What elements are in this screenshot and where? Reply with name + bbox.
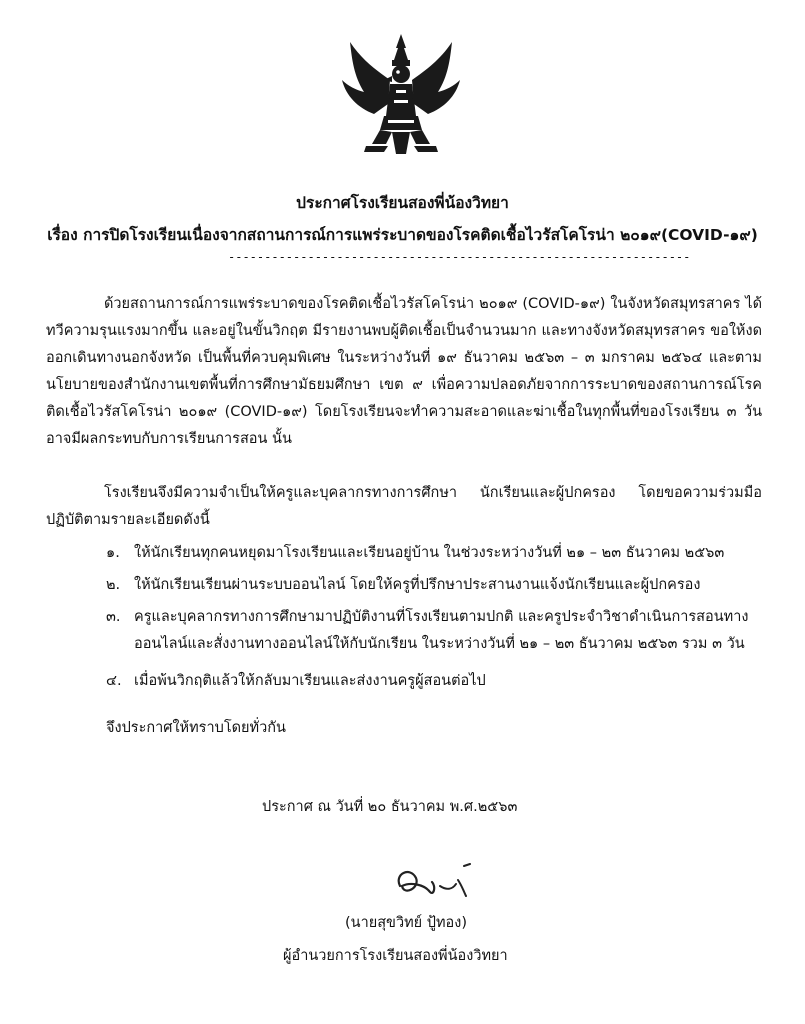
list-item-text: เมื่อพ้นวิกฤติแล้วให้กลับมาเรียนและส่งงานครูผู้สอนต่อไป bbox=[134, 673, 486, 689]
list-item-text: ครูและบุคลากรทางการศึกษามาปฏิบัติงานที่โรงเรียนตามปกติ และครูประจำวิชาดำเนินการสอนทางออนไลน์และสั่งงานทางออนไลน์ให้กับนักเรียน ในระหว่างวันที่ ๒๑ – ๒๓ ธันวาคม ๒๕๖๓ รวม ๓ วัน bbox=[134, 609, 749, 652]
list-item-number: ๑. bbox=[106, 545, 120, 561]
separator-line: ---------------------------------------------------------------- bbox=[228, 250, 691, 264]
list-item bbox=[106, 540, 766, 567]
list-item bbox=[106, 572, 766, 599]
list-item-number: ๔. bbox=[106, 673, 122, 689]
signer-position: ผู้อำนวยการโรงเรียนสองพี่น้องวิทยา bbox=[283, 948, 508, 964]
garuda-emblem-icon bbox=[336, 30, 466, 160]
list-item-text: ให้นักเรียนเรียนผ่านระบบออนไลน์ โดยให้ครูที่ปรึกษาประสานงานแจ้งนักเรียนและผู้ปกครอง bbox=[134, 577, 701, 593]
list-item-number: ๓. bbox=[106, 609, 121, 625]
announcement-date: ประกาศ ณ วันที่ ๒๐ ธันวาคม พ.ศ.๒๕๖๓ bbox=[262, 799, 518, 815]
announcement-title: ประกาศโรงเรียนสองพี่น้องวิทยา bbox=[296, 194, 509, 212]
announcement-subject: เรื่อง การปิดโรงเรียนเนื่องจากสถานการณ์การแพร่ระบาดของโรคติดเชื้อไวรัสโคโรน่า ๒๐๑๙(COVID-๑๙) bbox=[47, 226, 758, 244]
list-item bbox=[106, 668, 766, 695]
body-paragraph-1: ด้วยสถานการณ์การแพร่ระบาดของโรคติดเชื้อไวรัสโคโรน่า ๒๐๑๙ (COVID-๑๙) ในจังหวัดสมุทรสาคร ได้ทวีความรุนแรงมากขึ้น และอยู่ในขั้นวิกฤต มีรายงานพบผู้ติดเชื้อเป็นจำนวนมาก และทางจังหวัดสมุทรสาคร ขอให้งดออกเดินทางนอกจังหวัด เป็นพื้นที่ควบคุมพิเศษ ในระหว่างวันที่ ๑๙ ธันวาคม ๒๕๖๓ – ๓ มกราคม ๒๕๖๔ และตามนโยบายของสำนักงานเขตพื้นที่การศึกษามัธยมศึกษา เขต ๙ เพื่อความปลอดภัยจากการระบาดของสถานการณ์โรคติดเชื้อไวรัสโคโรน่า ๒๐๑๙ (COVID-๑๙) โดยโรงเรียนจะทำความสะอาดและฆ่าเชื้อในทุกพื้นที่ของโรงเรียน ๓ วัน อาจมีผลกระทบกับการเรียนการสอน นั้น bbox=[46, 296, 762, 447]
signer-name: (นายสุขวิทย์ ปู้ทอง) bbox=[345, 915, 467, 931]
list-item-text: ให้นักเรียนทุกคนหยุดมาโรงเรียนและเรียนอยู่บ้าน ในช่วงระหว่างวันที่ ๒๑ – ๒๓ ธันวาคม ๒๕๖๓ bbox=[134, 545, 725, 561]
list-item bbox=[106, 604, 766, 658]
list-item-number: ๒. bbox=[106, 577, 121, 593]
handwritten-signature-icon bbox=[380, 856, 500, 906]
closing-statement: จึงประกาศให้ทราบโดยทั่วกัน bbox=[106, 720, 286, 736]
body-paragraph-2: โรงเรียนจึงมีความจำเป็นให้ครูและบุคลากรทางการศึกษา นักเรียนและผู้ปกครอง โดยขอความร่วมมือปฏิบัติตามรายละเอียดดังนี้ bbox=[46, 485, 762, 528]
